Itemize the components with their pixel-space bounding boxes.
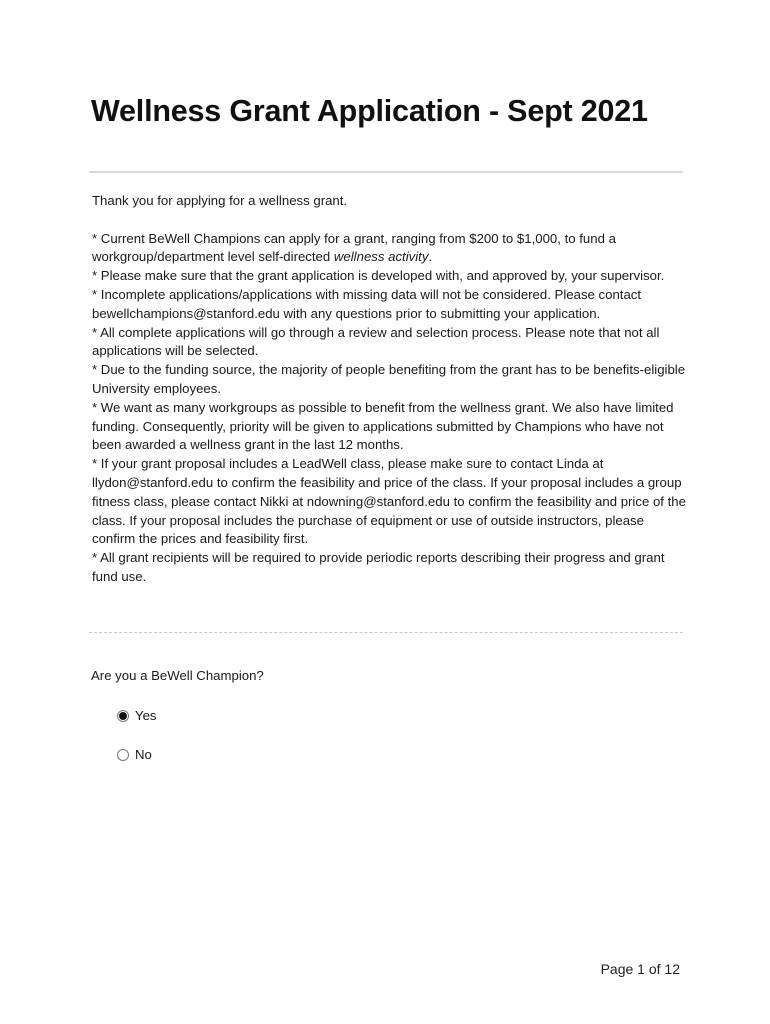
paragraph-gap [92, 211, 686, 230]
page-number: Page 1 of 12 [600, 961, 680, 977]
intro-bullet-3: * Incomplete applications/applications with missing data will not be considered. Please contact bewellchampions@stanford.edu with any questions prior to submitting your application. [92, 286, 642, 321]
bullet-1-text: * Current BeWell Champions can apply for a grant, ranging from $200 to $1,000, to fund a workgroup/department level self-directed [92, 230, 616, 265]
option-yes-label: Yes [135, 708, 157, 723]
intro-bullet-8: * All grant recipients will be required to provide periodic reports describing their progress and grant fund use. [92, 550, 665, 584]
option-no-label: No [135, 747, 152, 762]
intro-thanks: Thank you for applying for a wellness grant. [92, 193, 348, 208]
intro-bullet-7: * If your grant proposal includes a LeadWell class, please make sure to contact Linda at llydon@stanford.edu to confirm the feasibility and price of the class. If your proposal includes a group fitness class, please contact Nikki at ndowning@stanford.edu to confirm the feasibility and price of the class. If your proposal includes the purchase of equipment or use of outside instructors, please confirm the prices and feasibility first. [92, 456, 686, 547]
intro-bullet-1 [92, 230, 686, 268]
question-label: Are you a BeWell Champion? [91, 668, 264, 683]
intro-bullet-2: * Please make sure that the grant application is developed with, and approved by, your supervisor. [92, 268, 665, 284]
intro-section [92, 192, 686, 587]
intro-bullet-5: * Due to the funding source, the majority of people benefiting from the grant has to be benefits-eligible University employees. [92, 362, 686, 396]
intro-bullet-4: * All complete applications will go through a review and selection process. Please note that not all applications will be selected. [92, 324, 660, 359]
option-no[interactable] [117, 747, 152, 762]
option-yes[interactable] [117, 708, 157, 723]
intro-bullet-6: * We want as many workgroups as possible to benefit from the wellness grant. We also have limited funding. Consequently, priority will be given to applications submitted by Champions who have not been awarded a wellness grant in the last 12 months. [92, 399, 674, 453]
radio-dot [119, 712, 127, 720]
radio-unchecked-icon[interactable] [117, 749, 129, 761]
page-title: Wellness Grant Application - Sept 2021 [91, 94, 648, 128]
section-divider [89, 632, 683, 633]
bullet-1-end: . [428, 249, 433, 265]
title-divider [89, 171, 683, 173]
bullet-1-emphasis: wellness activity [333, 249, 429, 265]
radio-checked-icon[interactable] [117, 710, 129, 722]
